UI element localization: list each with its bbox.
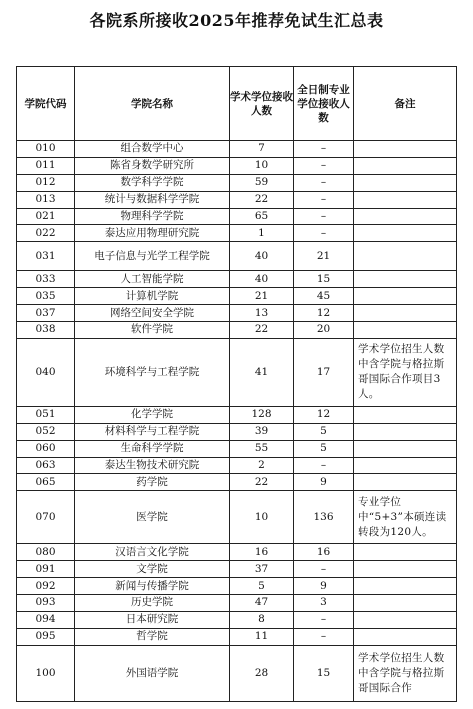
cell-professional: 5 <box>294 423 354 440</box>
cell-note: 专业学位中“5+3”本硕连读转段为120人。 <box>354 491 457 544</box>
cell-note <box>354 288 457 305</box>
table-row <box>17 628 457 645</box>
table-row <box>17 305 457 322</box>
cell-note <box>354 440 457 457</box>
cell-name: 计算机学院 <box>75 288 230 305</box>
cell-code: 040 <box>17 338 75 406</box>
cell-professional: – <box>294 191 354 208</box>
cell-professional: 3 <box>294 595 354 612</box>
header-note: 备注 <box>354 67 457 141</box>
cell-academic: 39 <box>230 423 294 440</box>
cell-code: 013 <box>17 191 75 208</box>
cell-name: 化学学院 <box>75 406 230 423</box>
cell-academic: 11 <box>230 628 294 645</box>
cell-name: 外国语学院 <box>75 645 230 701</box>
cell-code: 011 <box>17 157 75 174</box>
cell-professional: 20 <box>294 322 354 339</box>
cell-note <box>354 191 457 208</box>
cell-professional: – <box>294 141 354 158</box>
cell-academic: 40 <box>230 242 294 271</box>
table-row <box>17 174 457 191</box>
table-row <box>17 191 457 208</box>
cell-note <box>354 457 457 474</box>
cell-code: 080 <box>17 544 75 561</box>
table-row <box>17 544 457 561</box>
table-row <box>17 645 457 701</box>
cell-code: 094 <box>17 611 75 628</box>
cell-name: 汉语言文化学院 <box>75 544 230 561</box>
cell-professional: – <box>294 208 354 225</box>
header-academic: 学术学位接收人数 <box>230 67 294 141</box>
table-row <box>17 440 457 457</box>
cell-academic: 5 <box>230 578 294 595</box>
cell-name: 人工智能学院 <box>75 271 230 288</box>
cell-note <box>354 157 457 174</box>
page-title: 各院系所接收2025年推荐免试生汇总表 <box>89 11 384 30</box>
cell-professional: 17 <box>294 338 354 406</box>
cell-name: 日本研究院 <box>75 611 230 628</box>
cell-academic: 40 <box>230 271 294 288</box>
cell-professional: 5 <box>294 440 354 457</box>
cell-professional: – <box>294 561 354 578</box>
cell-note <box>354 628 457 645</box>
table-row <box>17 208 457 225</box>
cell-professional: 9 <box>294 578 354 595</box>
cell-academic: 16 <box>230 544 294 561</box>
cell-academic: 128 <box>230 406 294 423</box>
cell-code: 065 <box>17 474 75 491</box>
cell-name: 文学院 <box>75 561 230 578</box>
table-header-row <box>17 67 457 141</box>
table-row <box>17 611 457 628</box>
cell-note <box>354 271 457 288</box>
table-row <box>17 322 457 339</box>
cell-academic: 47 <box>230 595 294 612</box>
cell-name: 陈省身数学研究所 <box>75 157 230 174</box>
cell-academic: 1 <box>230 225 294 242</box>
cell-note <box>354 423 457 440</box>
cell-academic: 22 <box>230 322 294 339</box>
table-row <box>17 288 457 305</box>
cell-professional: 12 <box>294 305 354 322</box>
cell-note <box>354 474 457 491</box>
cell-professional: 45 <box>294 288 354 305</box>
cell-note <box>354 208 457 225</box>
table-row <box>17 157 457 174</box>
cell-code: 091 <box>17 561 75 578</box>
cell-academic: 10 <box>230 491 294 544</box>
table-row <box>17 338 457 406</box>
cell-code: 012 <box>17 174 75 191</box>
cell-note <box>354 578 457 595</box>
cell-code: 037 <box>17 305 75 322</box>
cell-note <box>354 242 457 271</box>
cell-professional: 136 <box>294 491 354 544</box>
cell-note: 学术学位招生人数中含学院与格拉斯哥国际合作项目3人。 <box>354 338 457 406</box>
cell-code: 021 <box>17 208 75 225</box>
cell-note: 学术学位招生人数中含学院与格拉斯哥国际合作 <box>354 645 457 701</box>
cell-name: 网络空间安全学院 <box>75 305 230 322</box>
cell-academic: 2 <box>230 457 294 474</box>
cell-code: 092 <box>17 578 75 595</box>
cell-code: 031 <box>17 242 75 271</box>
cell-professional: – <box>294 628 354 645</box>
cell-code: 070 <box>17 491 75 544</box>
recommendation-table <box>16 66 457 702</box>
cell-code: 010 <box>17 141 75 158</box>
cell-note <box>354 544 457 561</box>
cell-note <box>354 595 457 612</box>
cell-professional: – <box>294 225 354 242</box>
table-row <box>17 225 457 242</box>
table-row <box>17 141 457 158</box>
cell-code: 022 <box>17 225 75 242</box>
cell-name: 环境科学与工程学院 <box>75 338 230 406</box>
cell-academic: 13 <box>230 305 294 322</box>
cell-code: 060 <box>17 440 75 457</box>
cell-name: 泰达生物技术研究院 <box>75 457 230 474</box>
cell-name: 医学院 <box>75 491 230 544</box>
cell-professional: 15 <box>294 645 354 701</box>
cell-name: 新闻与传播学院 <box>75 578 230 595</box>
cell-code: 100 <box>17 645 75 701</box>
table-row <box>17 474 457 491</box>
cell-name: 软件学院 <box>75 322 230 339</box>
cell-professional: 12 <box>294 406 354 423</box>
cell-academic: 8 <box>230 611 294 628</box>
cell-code: 052 <box>17 423 75 440</box>
cell-professional: 21 <box>294 242 354 271</box>
cell-note <box>354 141 457 158</box>
cell-academic: 59 <box>230 174 294 191</box>
cell-academic: 55 <box>230 440 294 457</box>
header-professional: 全日制专业学位接收人数 <box>294 67 354 141</box>
cell-note <box>354 561 457 578</box>
table-row <box>17 271 457 288</box>
cell-professional: – <box>294 457 354 474</box>
cell-name: 生命科学学院 <box>75 440 230 457</box>
cell-code: 095 <box>17 628 75 645</box>
cell-academic: 21 <box>230 288 294 305</box>
cell-professional: 9 <box>294 474 354 491</box>
table-row <box>17 491 457 544</box>
cell-professional: – <box>294 174 354 191</box>
cell-name: 数学科学学院 <box>75 174 230 191</box>
cell-note <box>354 225 457 242</box>
header-code: 学院代码 <box>17 67 75 141</box>
cell-code: 033 <box>17 271 75 288</box>
cell-code: 051 <box>17 406 75 423</box>
table-row <box>17 423 457 440</box>
cell-professional: – <box>294 157 354 174</box>
cell-academic: 65 <box>230 208 294 225</box>
cell-professional: 16 <box>294 544 354 561</box>
cell-note <box>354 305 457 322</box>
cell-academic: 41 <box>230 338 294 406</box>
table-row <box>17 561 457 578</box>
cell-name: 药学院 <box>75 474 230 491</box>
cell-note <box>354 611 457 628</box>
cell-code: 038 <box>17 322 75 339</box>
cell-academic: 22 <box>230 191 294 208</box>
cell-academic: 10 <box>230 157 294 174</box>
table-row <box>17 242 457 271</box>
cell-academic: 37 <box>230 561 294 578</box>
cell-name: 物理科学学院 <box>75 208 230 225</box>
cell-professional: – <box>294 611 354 628</box>
cell-name: 历史学院 <box>75 595 230 612</box>
cell-professional: 15 <box>294 271 354 288</box>
table-row <box>17 406 457 423</box>
cell-code: 093 <box>17 595 75 612</box>
table-body <box>17 141 457 702</box>
cell-name: 材料科学与工程学院 <box>75 423 230 440</box>
table-row <box>17 457 457 474</box>
cell-academic: 22 <box>230 474 294 491</box>
cell-name: 电子信息与光学工程学院 <box>75 242 230 271</box>
header-name: 学院名称 <box>75 67 230 141</box>
cell-note <box>354 406 457 423</box>
table-row <box>17 578 457 595</box>
cell-note <box>354 322 457 339</box>
cell-academic: 28 <box>230 645 294 701</box>
cell-academic: 7 <box>230 141 294 158</box>
cell-note <box>354 174 457 191</box>
cell-name: 统计与数据科学学院 <box>75 191 230 208</box>
cell-name: 泰达应用物理研究院 <box>75 225 230 242</box>
cell-code: 063 <box>17 457 75 474</box>
cell-code: 035 <box>17 288 75 305</box>
cell-name: 组合数学中心 <box>75 141 230 158</box>
table-row <box>17 595 457 612</box>
cell-name: 哲学院 <box>75 628 230 645</box>
